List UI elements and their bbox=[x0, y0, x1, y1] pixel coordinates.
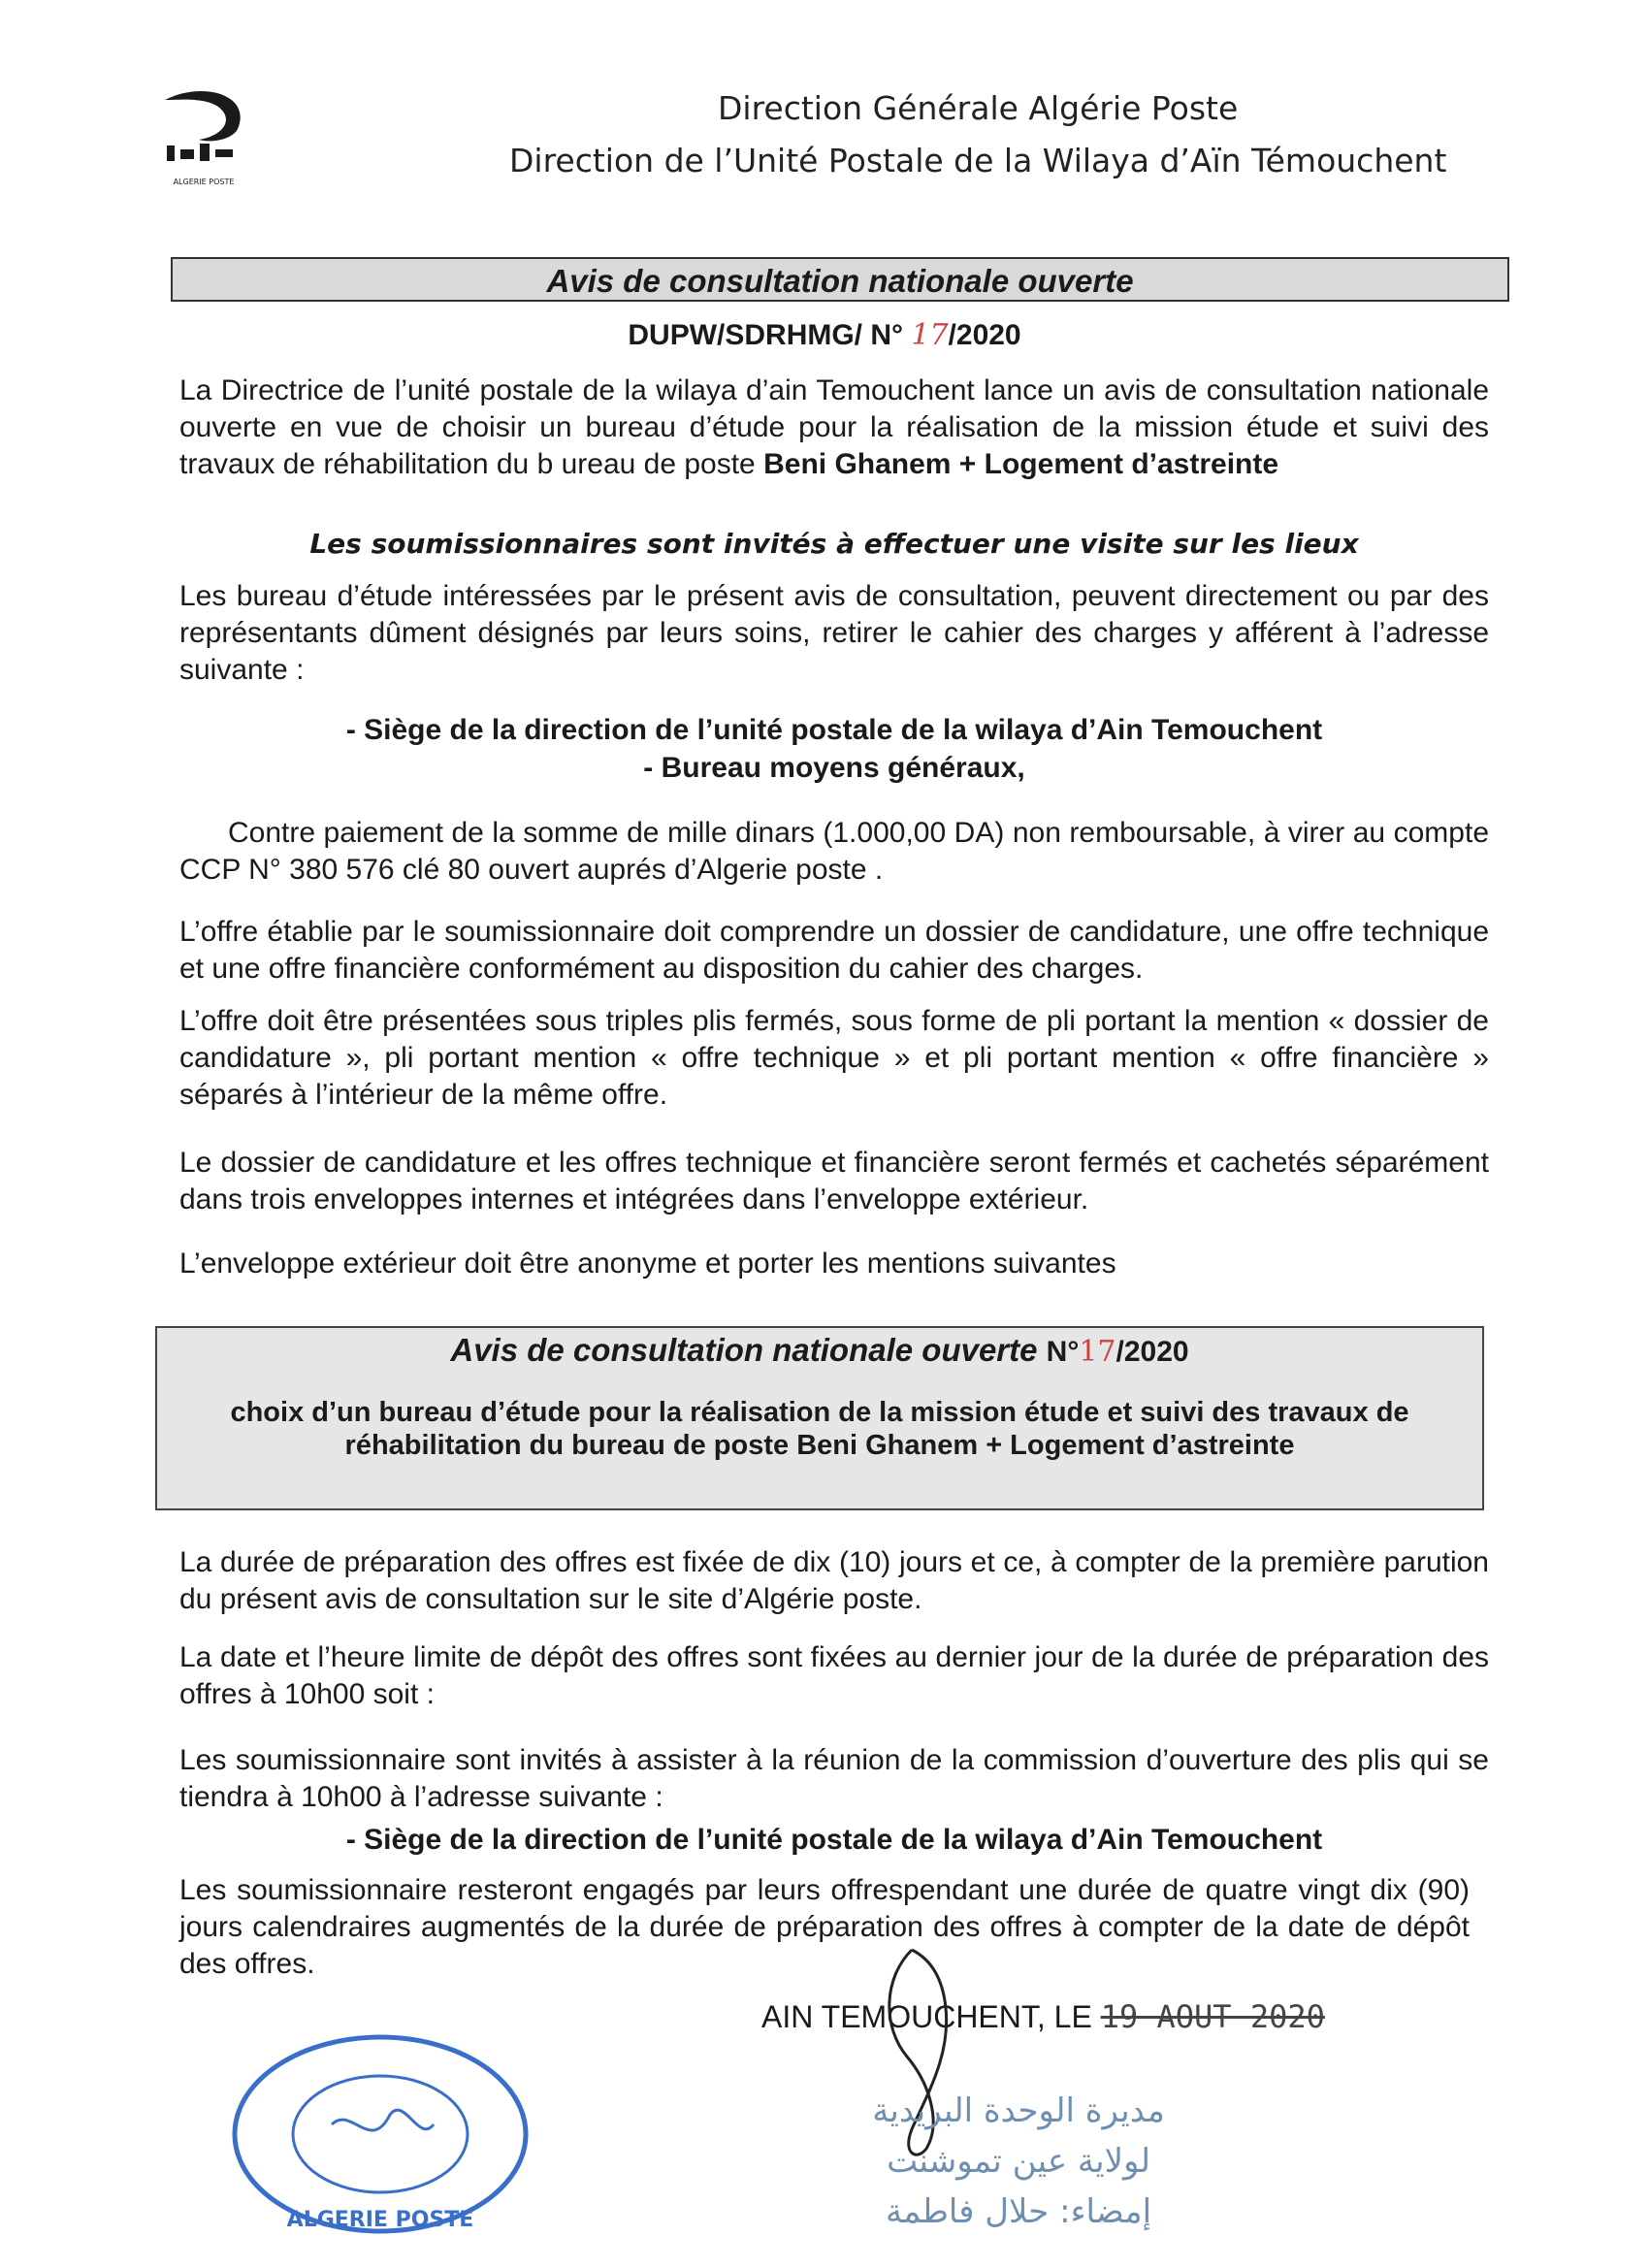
visit-note: Les soumissionnaires sont invités à effectuer une visite sur les lieux bbox=[309, 528, 1359, 560]
envelope-box-no-suffix: /2020 bbox=[1116, 1336, 1189, 1368]
arabic-line-2: لولاية عين تموشنت bbox=[887, 2142, 1150, 2181]
offer-paragraph: L’offre établie par le soumissionnaire doit comprendre un dossier de candidature, une offre technique et une offre financière conformément au disposition du cahier des charges. bbox=[179, 916, 1489, 985]
notice-title: Avis de consultation nationale ouverte bbox=[546, 263, 1134, 299]
signature-place: AIN TEMOUCHENT, LE bbox=[761, 1999, 1092, 2034]
intro-paragraph bbox=[179, 373, 1489, 483]
meeting-paragraph: Les soumissionnaire sont invités à assister à la réunion de la commission d’ouverture des plis qui se tiendra à 10h00 à l’adresse suivante : bbox=[179, 1744, 1489, 1813]
envelope-box-title-text: Avis de consultation nationale ouverte bbox=[450, 1332, 1038, 1368]
stamp-text: ALGERIE POSTE bbox=[286, 2208, 474, 2232]
header-line-1: Direction Générale Algérie Poste bbox=[718, 89, 1239, 127]
retrieve-paragraph: Les bureau d’étude intéressées par le présent avis de consultation, peuvent directement ou par des représentants dûment désignés par leurs soins, retirer le cahier des charges y afférent à l’adresse suivante : bbox=[179, 580, 1489, 686]
official-stamp bbox=[225, 2027, 545, 2241]
header-line-2: Direction de l’Unité Postale de la Wilaya d’Aïn Témouchent bbox=[509, 142, 1447, 179]
ref-number: 17 bbox=[911, 318, 949, 352]
logo-text: ALGERIE POSTE bbox=[173, 178, 235, 186]
meeting-address: - Siège de la direction de l’unité postale de la wilaya d’Ain Temouchent bbox=[345, 1824, 1323, 1856]
ref-suffix: /2020 bbox=[948, 319, 1021, 351]
intro-bold: Beni Ghanem + Logement d’astreinte bbox=[763, 448, 1279, 480]
signature-place-date bbox=[761, 1998, 1325, 2035]
algerie-poste-logo bbox=[146, 76, 262, 192]
envelope-box-no-prefix: N° bbox=[1046, 1336, 1080, 1368]
ref-prefix: DUPW/SDRHMG/ N° bbox=[628, 319, 904, 351]
envelope-paragraph: L’enveloppe extérieur doit être anonyme et porter les mentions suivantes bbox=[179, 1247, 1116, 1280]
notice-reference bbox=[0, 318, 1649, 352]
envelope-box-description: choix d’un bureau d’étude pour la réalisation de la mission étude et suivi des travaux de réhabilitation du bureau de poste Beni Ghanem + Logement d’astreinte bbox=[230, 1397, 1409, 1461]
signature-date: 19 AOUT 2020 bbox=[1100, 1998, 1325, 2035]
envelope-mentions-box bbox=[155, 1326, 1484, 1510]
validity-paragraph: Les soumissionnaire resteront engagés par leurs offrespendant une durée de quatre vingt dix (90) jours calendraires augmentés de la durée de préparation des offres à compter de la date de dépôt des offres. bbox=[179, 1874, 1470, 1980]
envelope-box-no-number: 17 bbox=[1079, 1335, 1116, 1369]
payment-paragraph: Contre paiement de la somme de mille dinars (1.000,00 DA) non remboursable, à virer au compte CCP N° 380 576 clé 80 ouvert auprés d’Algerie poste . bbox=[179, 817, 1489, 886]
envelope-box-title bbox=[157, 1332, 1482, 1369]
deadline-paragraph: La date et l’heure limite de dépôt des offres sont fixées au dernier jour de la durée de préparation des offres à 10h00 soit : bbox=[179, 1641, 1489, 1710]
arabic-signature-stamp bbox=[776, 2086, 1261, 2241]
intro-text: La Directrice de l’unité postale de la wilaya d’ain Temouchent lance un avis de consultation nationale ouverte en vue de choisir un bureau d’étude pour la réalisation de la mission étude et suivi des travaux de réhabilitation du b ureau de poste bbox=[179, 374, 1489, 480]
notice-title-box bbox=[171, 257, 1509, 302]
dossier-paragraph: Le dossier de candidature et les offres technique et financière seront fermés et cachetés séparément dans trois enveloppes internes et intégrées dans l’enveloppe extérieur. bbox=[179, 1147, 1489, 1215]
arabic-line-3: إمضاء: حلال فاطمة bbox=[885, 2192, 1152, 2231]
duration-paragraph: La durée de préparation des offres est fixée de dix (10) jours et ce, à compter de la première parution du présent avis de consultation sur le site d’Algérie poste. bbox=[179, 1546, 1489, 1615]
plis-paragraph: L’offre doit être présentées sous triples plis fermés, sous forme de pli portant la mention « dossier de candidature », pli portant mention « offre technique » et pli portant mention « offre financière » séparés à l’intérieur de la même offre. bbox=[179, 1005, 1489, 1111]
arabic-line-1: مديرة الوحدة البريدية bbox=[872, 2091, 1165, 2130]
address-line-1: - Siège de la direction de l’unité postale de la wilaya d’Ain Temouchent bbox=[345, 714, 1323, 746]
address-line-2: - Bureau moyens généraux, bbox=[643, 752, 1025, 784]
